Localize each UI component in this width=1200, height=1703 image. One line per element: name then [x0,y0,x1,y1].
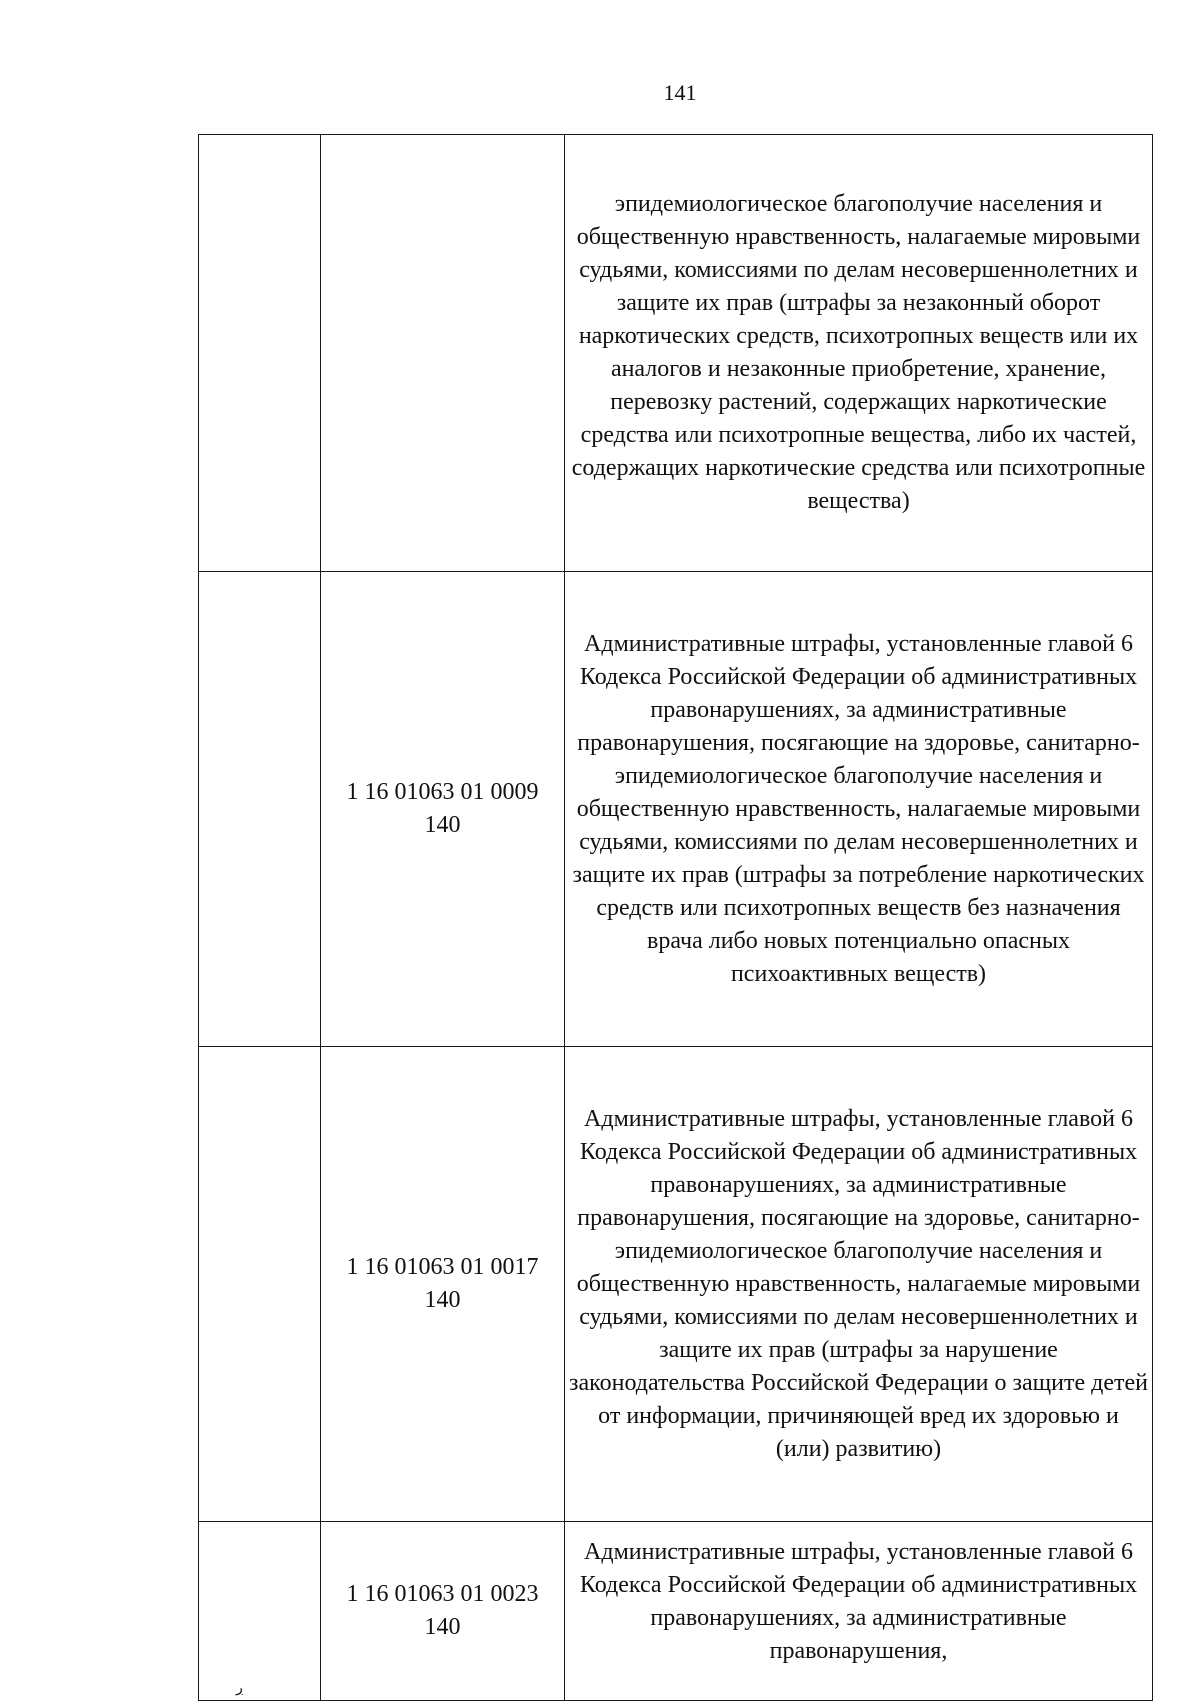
footer-mark: ڔ [236,1681,244,1696]
description-cell: Административные штрафы, установленные главой 6 Кодекса Российской Федерации об административных правонарушениях, за административные правонарушения, посягающие на здоровье, санитарно-эпидемиологическое благополучие населения и общественную нравственность, налагаемые мировыми судьями, комиссиями по делам несовершеннолетних и защите их прав (штрафы за нарушение законодательства Российской Федерации о защите детей от информации, причиняющей вред их здоровью и (или) развитию) [565,1047,1153,1522]
table-row [199,135,1153,572]
code-line: 140 [424,1287,461,1313]
code-line: 1 16 01063 01 0023 [346,1581,539,1607]
code-cell [321,1522,565,1701]
code-line: 140 [424,812,461,838]
budget-codes-table [198,134,1153,1701]
code-cell [321,1047,565,1522]
page-number: 141 [663,80,697,105]
table-row [199,572,1153,1047]
description-cell: эпидемиологическое благополучие населения и общественную нравственность, налагаемые мировыми судьями, комиссиями по делам несовершеннолетних и защите их прав (штрафы за незаконный оборот наркотических средств, психотропных веществ или их аналогов и незаконные приобретение, хранение, перевозку растений, содержащих наркотические средства или психотропные вещества, либо их частей, содержащих наркотические средства или психотропные вещества) [565,135,1153,572]
empty-cell [199,1522,321,1701]
empty-cell [199,572,321,1047]
table-row [199,1047,1153,1522]
code-line: 1 16 01063 01 0017 [346,1254,539,1280]
description-cell: Административные штрафы, установленные главой 6 Кодекса Российской Федерации об административных правонарушениях, за административные правонарушения, посягающие на здоровье, санитарно-эпидемиологическое благополучие населения и общественную нравственность, налагаемые мировыми судьями, комиссиями по делам несовершеннолетних и защите их прав (штрафы за потребление наркотических средств или психотропных веществ без назначения врача либо новых потенциально опасных психоактивных веществ) [565,572,1153,1047]
code-line: 1 16 01063 01 0009 [346,779,539,805]
empty-cell [199,135,321,572]
code-cell [321,135,565,572]
code-cell [321,572,565,1047]
empty-cell [199,1047,321,1522]
table-row [199,1522,1153,1701]
description-cell: Административные штрафы, установленные главой 6 Кодекса Российской Федерации об административных правонарушениях, за административные правонарушения, [565,1522,1153,1701]
code-line: 140 [424,1614,461,1640]
